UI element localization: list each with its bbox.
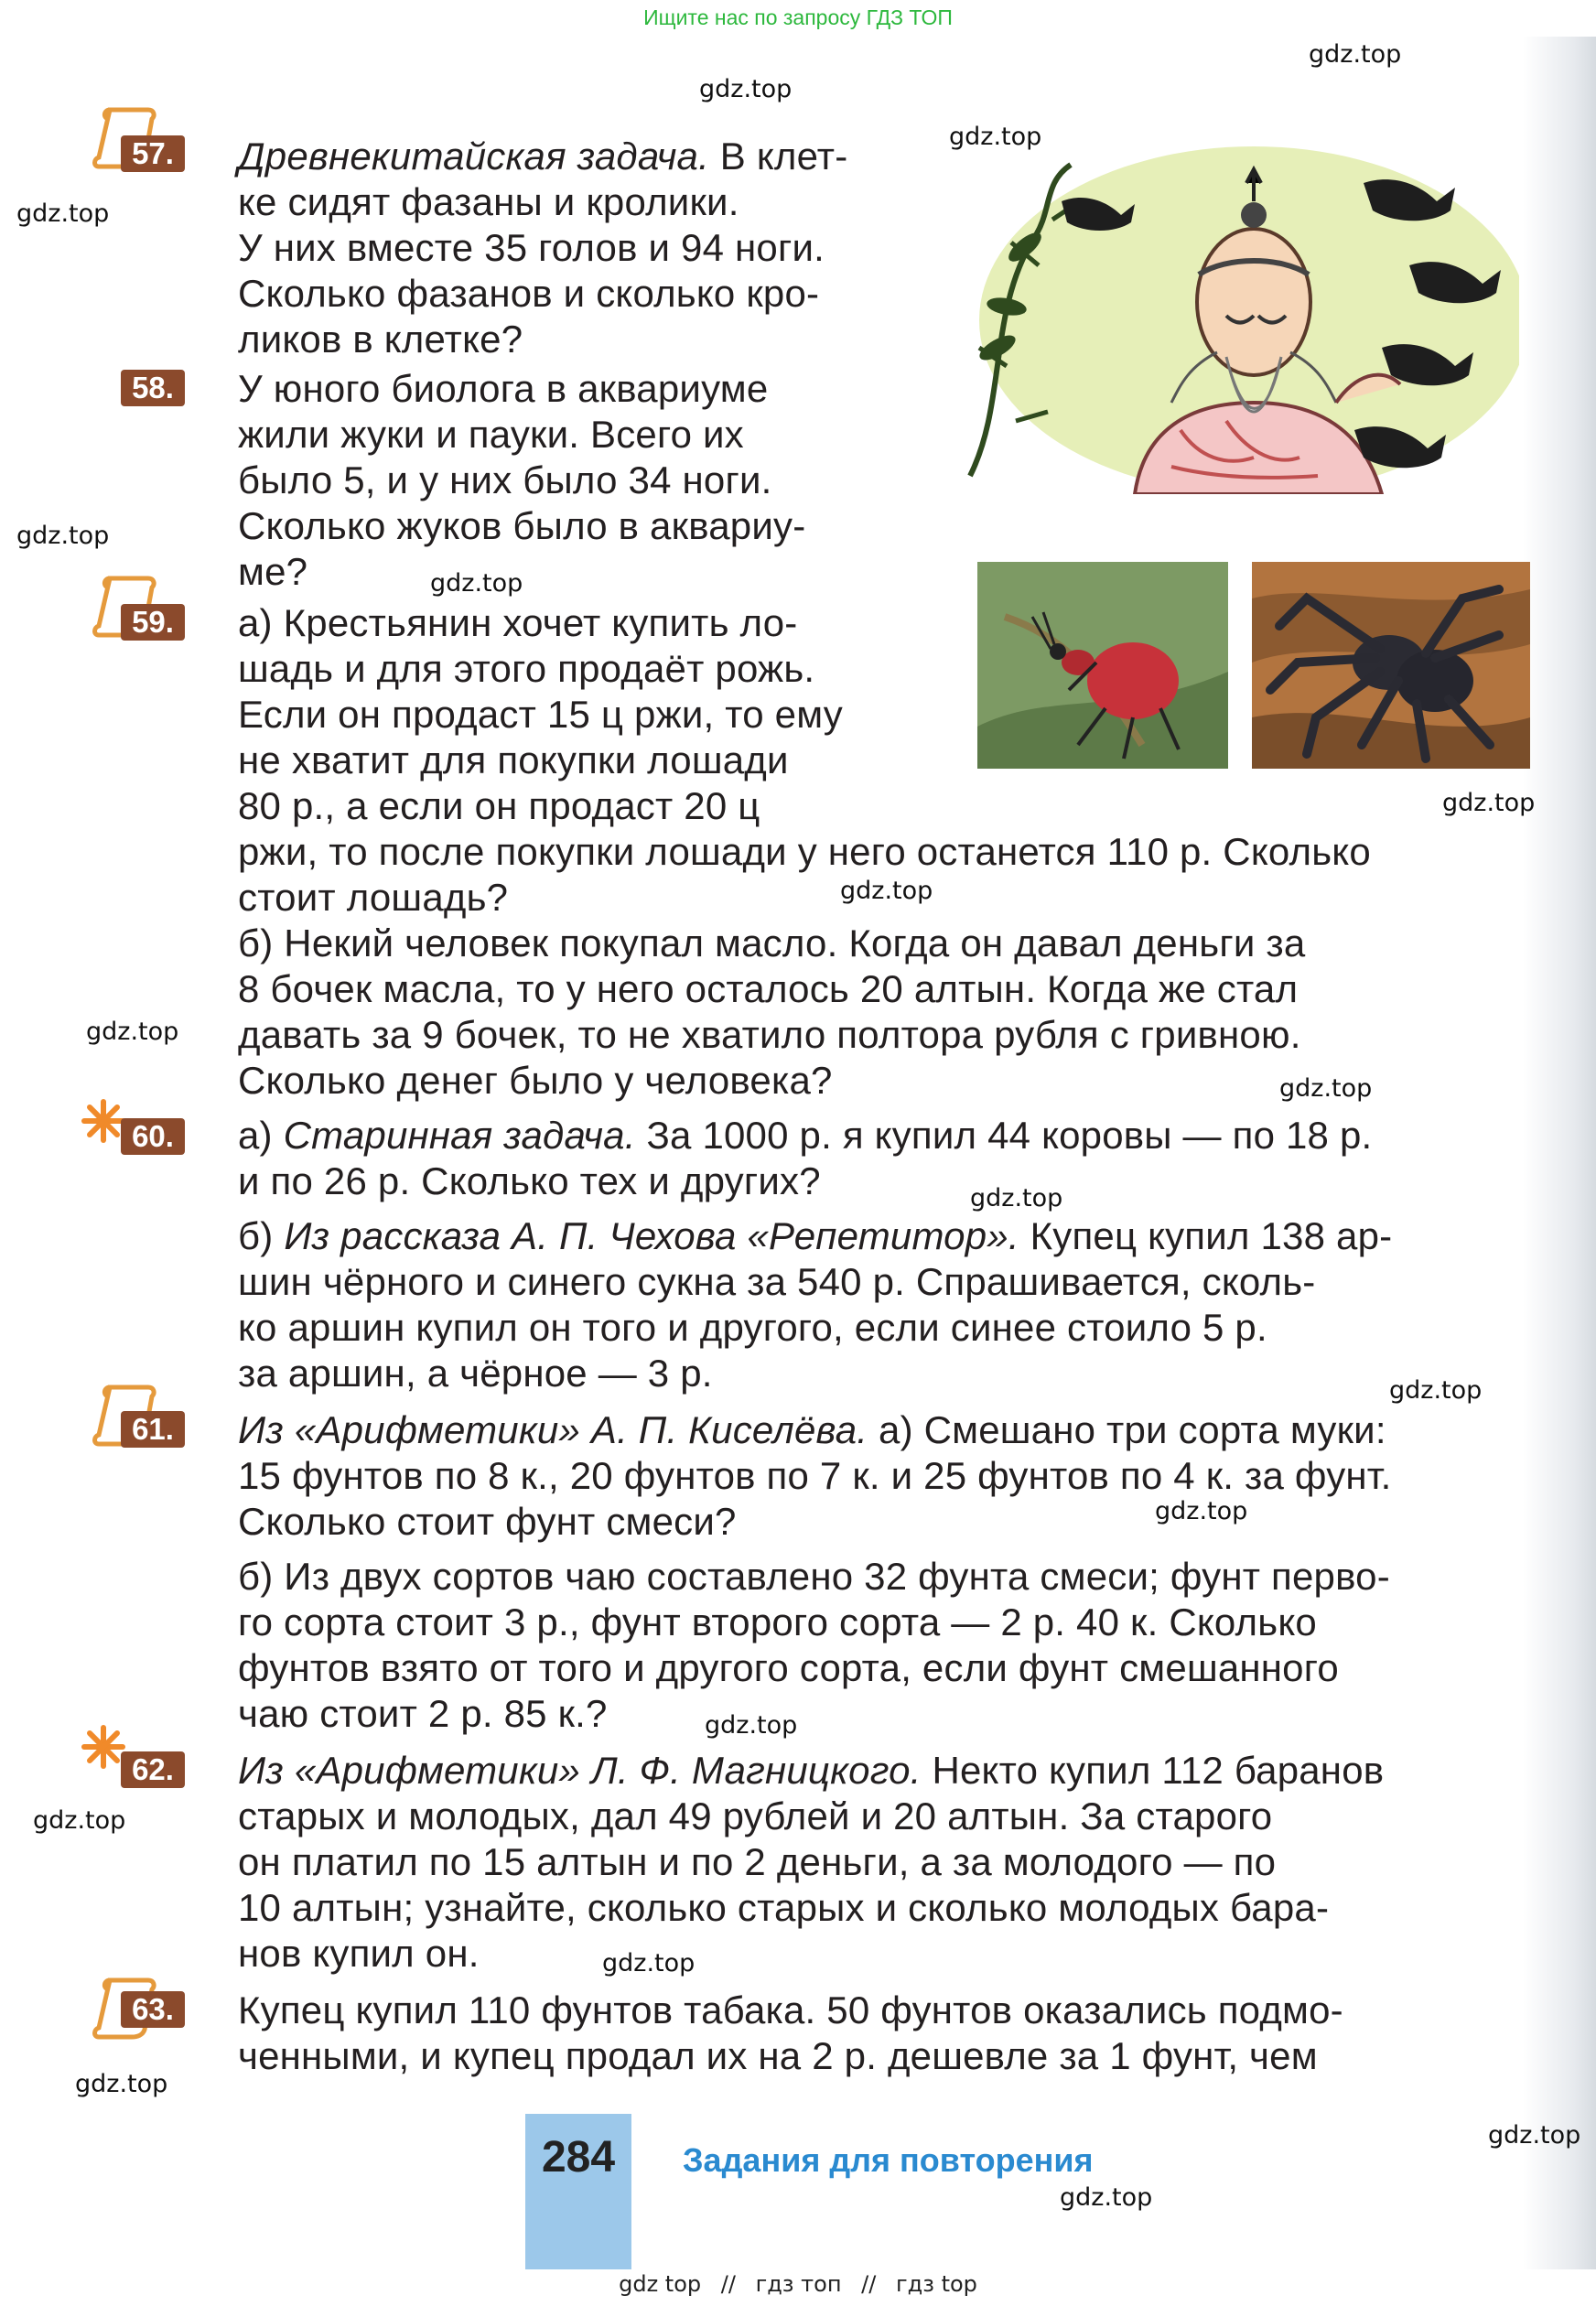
watermark: gdz.top xyxy=(16,199,110,228)
problem-59-line: ржи, то после покупки лошади у него останется 110 р. Сколько xyxy=(238,830,1371,873)
problem-61-line: го сорта стоит 3 р., фунт второго сорта — 2 р. 40 к. Сколько xyxy=(238,1600,1317,1643)
watermark: gdz.top xyxy=(1309,40,1402,69)
sage-illustration xyxy=(952,128,1519,494)
watermark: gdz.top xyxy=(602,1949,696,1977)
watermark: gdz.top xyxy=(949,123,1042,151)
watermark: gdz.top xyxy=(1279,1074,1373,1103)
problem-61-line: б) Из двух сортов чаю составлено 32 фунта смеси; фунт перво- xyxy=(238,1555,1390,1598)
problem-59-line: а) Крестьянин хочет купить ло- xyxy=(238,601,798,644)
watermark: gdz.top xyxy=(1389,1376,1483,1405)
watermark: gdz.top xyxy=(699,75,793,103)
problem-number-61: 61. xyxy=(121,1411,185,1448)
star-icon xyxy=(81,1724,126,1770)
problem-57-line: Древнекитайская задача. В клет- xyxy=(238,135,848,178)
bottom-link[interactable]: гдз топ xyxy=(755,2271,842,2297)
problem-59-line: 80 р., а если он продаст 20 ц xyxy=(238,784,760,827)
problem-59-line: Сколько денег было у человека? xyxy=(238,1059,833,1102)
problem-number-63: 63. xyxy=(121,1991,185,2028)
problem-57-line: Сколько фазанов и сколько кро- xyxy=(238,272,820,315)
top-banner[interactable]: Ищите нас по запросу ГДЗ ТОП xyxy=(643,5,953,29)
watermark: gdz.top xyxy=(970,1184,1063,1212)
watermark: gdz.top xyxy=(1488,2121,1581,2150)
problem-number-59: 59. xyxy=(121,604,185,641)
problem-57-line: ликов в клетке? xyxy=(238,318,523,361)
problem-60-line: за аршин, а чёрное — 3 р. xyxy=(238,1352,713,1395)
problem-59-line: стоит лошадь? xyxy=(238,876,509,919)
watermark: gdz.top xyxy=(16,522,110,550)
problem-number-58: 58. xyxy=(121,370,185,406)
problem-62-line: 10 алтын; узнайте, сколько старых и сколько молодых бара- xyxy=(238,1886,1330,1929)
page-edge-shadow xyxy=(1523,37,1596,2269)
problem-number-57: 57. xyxy=(121,135,185,172)
problem-58-line: жили жуки и пауки. Всего их xyxy=(238,413,744,456)
problem-60-line: а) Старинная задача. За 1000 р. я купил 44 коровы — по 18 р. xyxy=(238,1114,1373,1157)
problem-60-line: б) Из рассказа А. П. Чехова «Репетитор». Купец купил 138 ар- xyxy=(238,1214,1393,1257)
problem-58-line: Сколько жуков было в аквариу- xyxy=(238,504,806,547)
problem-62-line: Из «Арифметики» Л. Ф. Магницкого. Некто купил 112 баранов xyxy=(238,1749,1385,1792)
problem-number-62: 62. xyxy=(121,1751,185,1788)
problem-number-60: 60. xyxy=(121,1118,185,1155)
problem-62-line: нов купил он. xyxy=(238,1932,480,1975)
problem-59-line: шадь и для этого продаёт рожь. xyxy=(238,647,815,690)
watermark: gdz.top xyxy=(1155,1497,1248,1525)
watermark: gdz.top xyxy=(33,1806,126,1835)
separator: // xyxy=(720,2271,736,2297)
watermark: gdz.top xyxy=(1442,789,1536,817)
separator: // xyxy=(861,2271,877,2297)
problem-60-line: ко аршин купил он того и другого, если синее стоило 5 р. xyxy=(238,1306,1267,1349)
watermark: gdz.top xyxy=(705,1711,798,1740)
bottom-links xyxy=(0,2271,1596,2297)
problem-63-line: Купец купил 110 фунтов табака. 50 фунтов оказались подмо- xyxy=(238,1988,1343,2031)
problem-57-line: У них вместе 35 голов и 94 ноги. xyxy=(238,226,825,269)
problem-59-line: не хватит для покупки лошади xyxy=(238,738,789,781)
bottom-link[interactable]: gdz top xyxy=(619,2271,702,2297)
problem-60-line: и по 26 р. Сколько тех и других? xyxy=(238,1159,821,1202)
problem-58-line: было 5, и у них было 34 ноги. xyxy=(238,458,772,501)
problem-59-line: давать за 9 бочек, то не хватило полтора рубля с гривною. xyxy=(238,1013,1301,1056)
watermark: gdz.top xyxy=(840,877,933,905)
star-icon xyxy=(81,1098,126,1144)
problem-61-line: Из «Арифметики» А. П. Киселёва. а) Смешано три сорта муки: xyxy=(238,1408,1386,1451)
problem-61-line: фунтов взято от того и другого сорта, если фунт смешанного xyxy=(238,1646,1339,1689)
problem-61-line: чаю стоит 2 р. 85 к.? xyxy=(238,1692,608,1735)
watermark: gdz.top xyxy=(75,2070,168,2098)
watermark: gdz.top xyxy=(1060,2183,1153,2212)
problem-61-line: 15 фунтов по 8 к., 20 фунтов по 7 к. и 25 фунтов по 4 к. за фунт. xyxy=(238,1454,1392,1497)
problem-59-line: б) Некий человек покупал масло. Когда он давал деньги за xyxy=(238,921,1306,964)
watermark: gdz.top xyxy=(86,1018,179,1046)
problem-58-line: У юного биолога в аквариуме xyxy=(238,367,769,410)
watermark: gdz.top xyxy=(430,569,523,598)
beetle-photo xyxy=(977,562,1228,769)
problem-59-line: Если он продаст 15 ц ржи, то ему xyxy=(238,693,843,736)
spider-photo xyxy=(1252,562,1530,769)
page-number: 284 xyxy=(541,2133,616,2182)
bottom-link[interactable]: гдз top xyxy=(895,2271,977,2297)
problem-62-line: старых и молодых, дал 49 рублей и 20 алтын. За старого xyxy=(238,1794,1273,1837)
problem-57-line: ке сидят фазаны и кролики. xyxy=(238,180,739,223)
problem-62-line: он платил по 15 алтын и по 2 деньги, а за молодого — по xyxy=(238,1840,1277,1883)
section-title: Задания для повторения xyxy=(683,2141,1094,2179)
problem-60-line: шин чёрного и синего сукна за 540 р. Спрашивается, сколь- xyxy=(238,1260,1316,1303)
problem-63-line: ченными, и купец продал их на 2 р. дешевле за 1 фунт, чем xyxy=(238,2034,1318,2077)
problem-61-line: Сколько стоит фунт смеси? xyxy=(238,1500,737,1543)
problem-58-line: ме? xyxy=(238,550,308,593)
problem-59-line: 8 бочек масла, то у него осталось 20 алтын. Когда же стал xyxy=(238,967,1299,1010)
